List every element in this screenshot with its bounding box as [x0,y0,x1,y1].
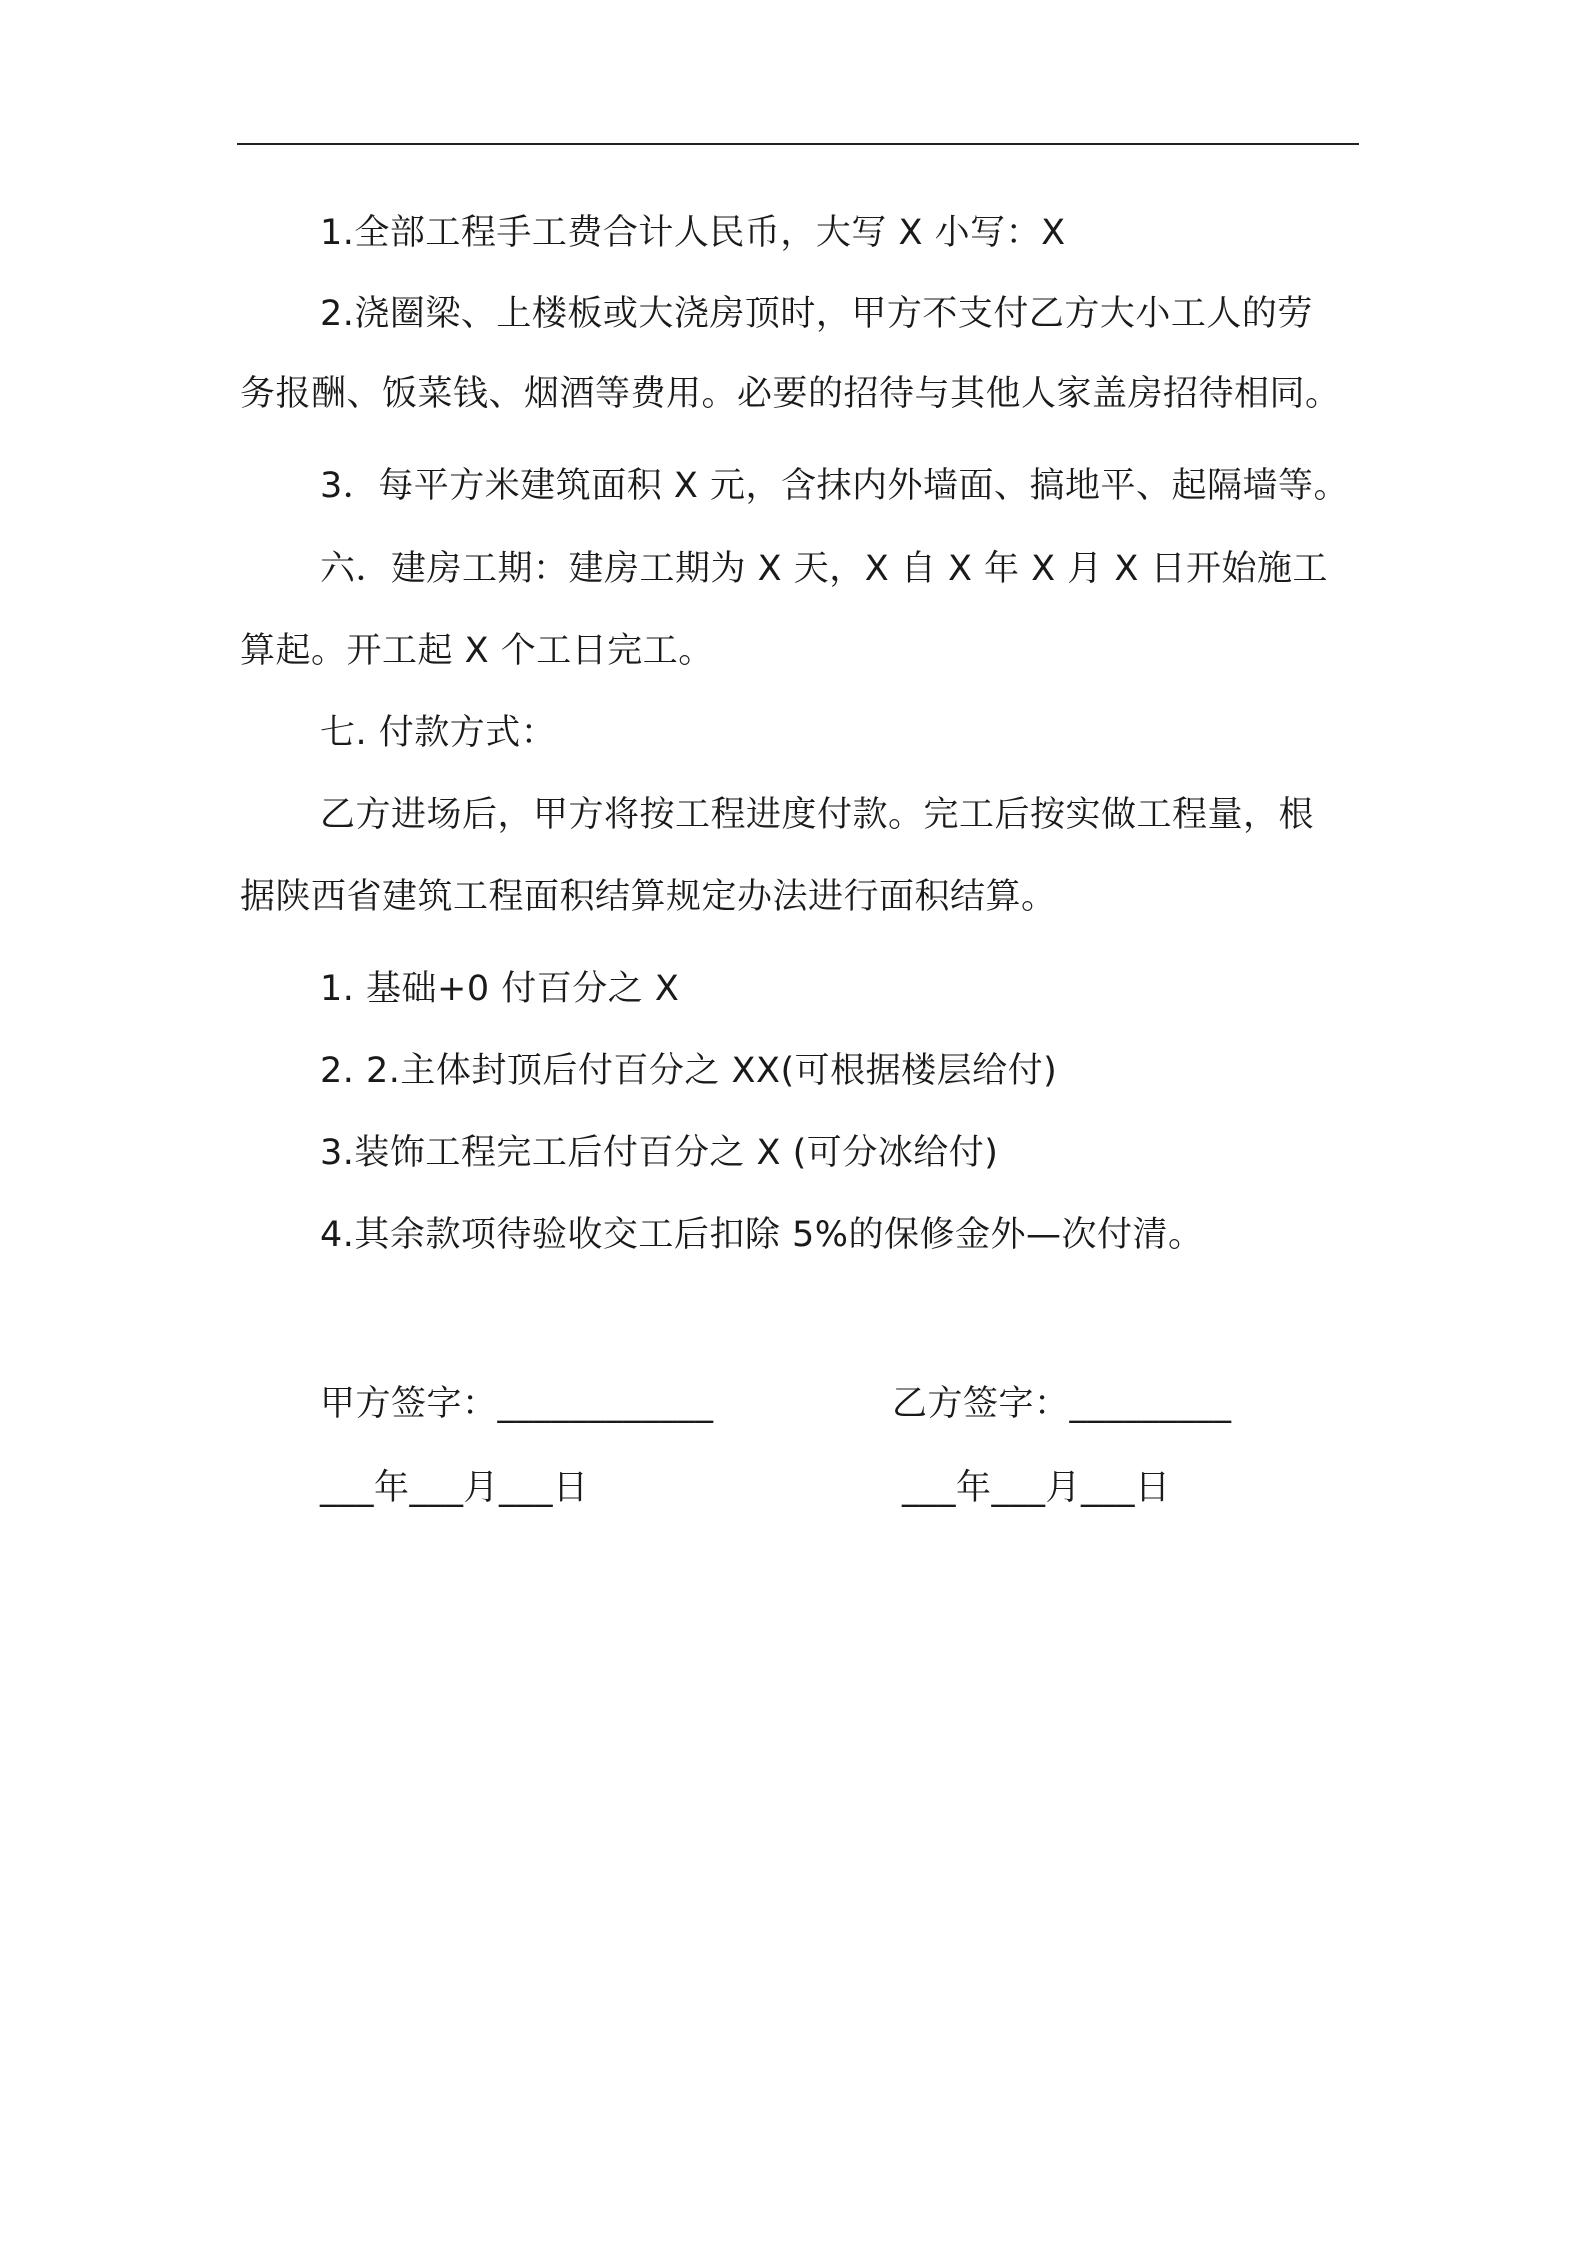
section-6-line-2: 算起。开工起 X 个工日完工。 [240,631,714,671]
payment-item-4: 4.其余款项待验收交工后扣除 5%的保修金外—次付清。 [320,1215,1204,1255]
payment-item-3: 3.装饰工程完工后付百分之 X (可分冰给付) [320,1133,999,1173]
payment-intro-line-1: 乙方进场后，甲方将按工程进度付款。完工后按实做工程量，根 [320,795,1315,835]
payment-item-2: 2. 2.主体封顶后付百分之 XX(可根据楼层给付) [320,1051,1058,1091]
section-6-line-1: 六．建房工期：建房工期为 X 天，X 自 X 年 X 月 X 日开始施工 [320,549,1329,589]
party-a-date-line: ___年___月___日 [320,1468,589,1508]
party-b-signature-line: 乙方签字：_________ [892,1384,1232,1424]
clause-3-unit-price: 3．每平方米建筑面积 X 元，含抹内外墙面、搞地平、起隔墙等。 [320,466,1349,506]
clause-1-total-fee: 1.全部工程手工费合计人民币，大写 X 小写：X [320,213,1066,253]
section-7-heading: 七. 付款方式： [320,713,557,753]
payment-item-1: 1. 基础+0 付百分之 X [320,969,680,1009]
payment-intro-line-2: 据陕西省建筑工程面积结算规定办法进行面积结算。 [240,877,1057,917]
party-b-date-line: ___年___月___日 [902,1468,1171,1508]
header-rule [237,143,1359,145]
party-a-signature-line: 甲方签字：____________ [320,1384,714,1424]
clause-2-line-2: 务报酬、饭菜钱、烟酒等费用。必要的招待与其他人家盖房招待相同。 [240,374,1341,414]
clause-2-line-1: 2.浇圈梁、上楼板或大浇房顶时，甲方不支付乙方大小工人的劳 [320,294,1313,334]
